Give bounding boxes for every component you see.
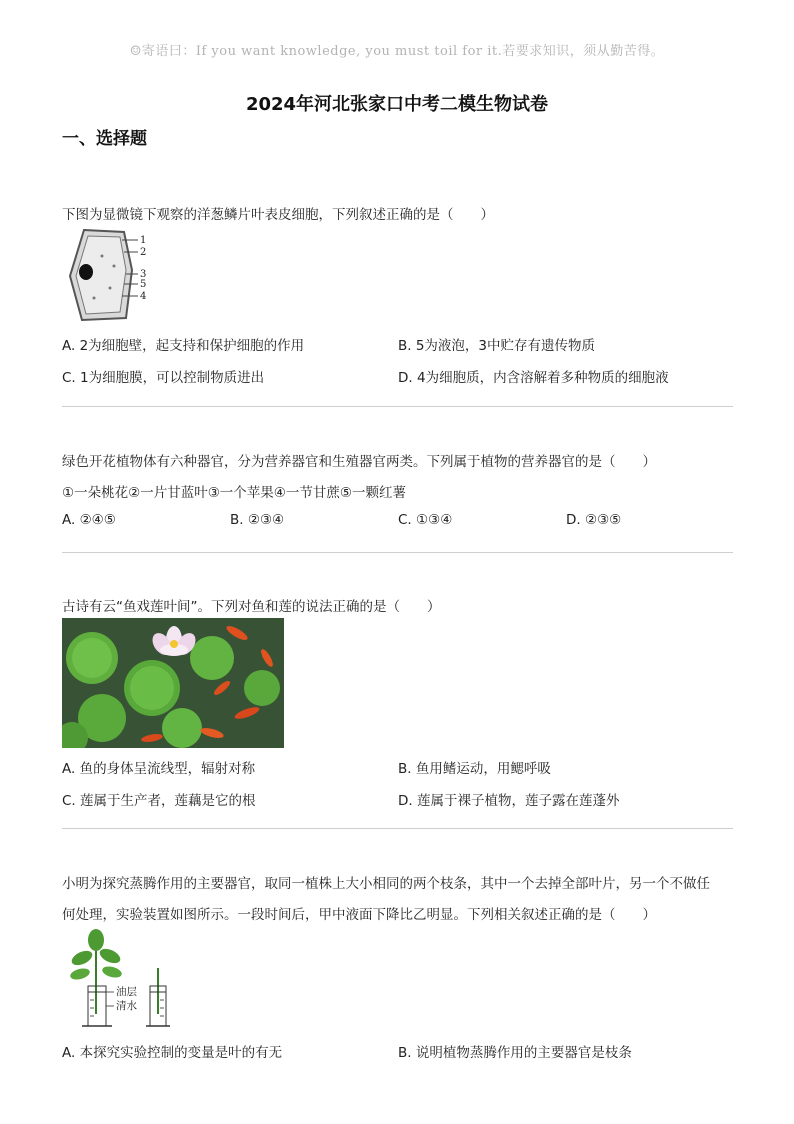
page-title: 2024年河北张家口中考二模生物试卷 [245,94,549,115]
motto-text: ☺寄语曰：If you want knowledge, you must toil for it.若要求知识，须从勤苦得。 [129,44,665,59]
q2-option-a[interactable]: A. ②④⑤ [62,512,116,528]
q1-option-a[interactable]: A. 2为细胞壁，起支持和保护细胞的作用 [62,338,305,354]
divider [62,406,733,407]
q1-option-c[interactable]: C. 1为细胞膜，可以控制物质进出 [62,370,265,386]
cell-label-1: 1 [140,235,147,246]
question-3-stem: 古诗有云“鱼戏莲叶间”。下列对鱼和莲的说法正确的是（ ） [62,599,441,615]
cell-label-3: 3 [140,269,147,280]
question-2-stem: 绿色开花植物体有六种器官，分为营养器官和生殖器官两类。下列属于植物的营养器官的是（ ） [62,454,656,470]
question-1-stem: 下图为显微镜下观察的洋葱鳞片叶表皮细胞，下列叙述正确的是（ ） [62,207,494,223]
q1-option-d[interactable]: D. 4为细胞质，内含溶解着多种物质的细胞液 [398,370,669,386]
cell-label-4: 4 [140,291,147,302]
water-label: 清水 [116,1000,137,1012]
divider [62,552,733,553]
q4-option-b[interactable]: B. 说明植物蒸腾作用的主要器官是枝条 [398,1045,632,1061]
q3-option-c[interactable]: C. 莲属于生产者，莲藕是它的根 [62,793,256,809]
q1-option-b[interactable]: B. 5为液泡，3中贮存有遗传物质 [398,338,596,354]
question-4-stem-line2: 何处理，实验装置如图所示。一段时间后，甲中液面下降比乙明显。下列相关叙述正确的是（ ） [62,907,656,923]
oil-layer-label: 油层 [116,986,137,998]
q3-option-d[interactable]: D. 莲属于裸子植物，莲子露在莲蓬外 [398,793,620,809]
question-4-stem-line1: 小明为探究蒸腾作用的主要器官，取同一植株上大小相同的两个枝条，其中一个去掉全部叶片，另一个不做任 [62,876,710,892]
question-2-items: ①一朵桃花②一片甘蓝叶③一个苹果④一节甘蔗⑤一颗红薯 [62,485,407,501]
divider [62,828,733,829]
transpiration-apparatus-figure [66,928,176,1030]
section-heading: 一、选择题 [62,129,147,149]
q2-option-b[interactable]: B. ②③④ [230,512,285,528]
q2-option-c[interactable]: C. ①③④ [398,512,453,528]
q3-option-a[interactable]: A. 鱼的身体呈流线型，辐射对称 [62,761,256,777]
cell-label-5: 5 [140,279,147,290]
onion-cell-figure [62,226,152,324]
q4-option-a[interactable]: A. 本探究实验控制的变量是叶的有无 [62,1045,283,1061]
q3-option-b[interactable]: B. 鱼用鳍运动，用鳃呼吸 [398,761,551,777]
cell-label-2: 2 [140,247,147,258]
q2-option-d[interactable]: D. ②③⑤ [566,512,622,528]
lotus-fish-photo [62,618,284,748]
